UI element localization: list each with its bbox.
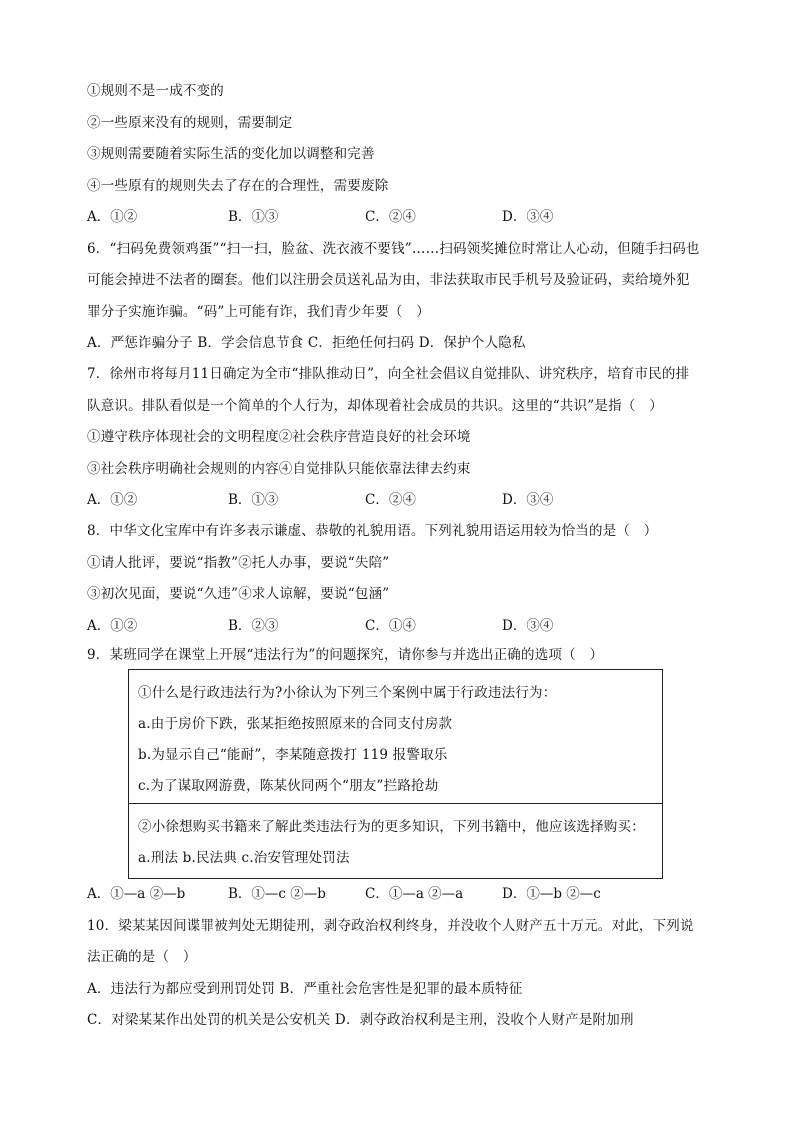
q10-stem-line-2: 法正确的是（ ） <box>87 949 197 965</box>
q8-item-line-1: ①请人批评，要说“指教”②托人办事，要说“失陪” <box>87 555 390 571</box>
q9-box-case-a: a.由于房价下跌，张某拒绝按照原来的合同支付房款 <box>138 716 453 732</box>
q7-item-line-2: ③社会秩序明确社会规则的内容④自觉排队只能依靠法律去约束 <box>87 461 471 477</box>
q7-option-b[interactable]: B．①③ <box>228 492 279 508</box>
q6-stem-line-2: 可能会掉进不法者的圈套。他们以注册会员送礼品为由，非法获取市民手机号及验证码，卖给境外犯 <box>87 272 690 288</box>
q8-option-d[interactable]: D．③④ <box>502 618 554 634</box>
q7-item-line-1: ①遵守秩序体现社会的文明程度②社会秩序营造良好的社会环境 <box>87 429 471 445</box>
q5-option-b[interactable]: B．①③ <box>228 209 279 225</box>
q9-option-a[interactable]: A．①—a ②—b <box>87 886 186 902</box>
q9-option-d[interactable]: D．①—b ②—c <box>502 886 601 902</box>
q8-option-a[interactable]: A．①② <box>87 618 138 634</box>
q7-option-c[interactable]: C．②④ <box>365 492 416 508</box>
q8-item-line-2: ③初次见面，要说“久违”④求人谅解，要说“包涵” <box>87 586 390 602</box>
q5-item-1: ①规则不是一成不变的 <box>87 83 224 99</box>
q9-box-case-c: c.为了谋取网游费，陈某伙同两个“朋友”拦路抢劫 <box>138 778 439 794</box>
q7-stem-line-2: 队意识。排队看似是一个简单的个人行为，却体现着社会成员的共识。这里的“共识”是指（ ） <box>87 398 663 414</box>
q6-stem-line-3: 罪分子实施诈骗。“码”上可能有诈，我们青少年要（ ） <box>87 304 431 320</box>
q9-box-case-b: b.为显示自己“能耐”，李某随意拨打 119 报警取乐 <box>138 747 448 763</box>
q9-box-question-1: ①什么是行政违法行为?小徐认为下列三个案例中属于行政违法行为： <box>138 685 557 701</box>
q8-option-c[interactable]: C．①④ <box>365 618 416 634</box>
q10-stem-line-1: 10．梁某某因间谍罪被判处无期徒刑，剥夺政治权利终身，并没收个人财产五十万元。对此，下列说 <box>87 918 694 934</box>
q7-option-d[interactable]: D．③④ <box>502 492 554 508</box>
q10-options-ab[interactable]: A．违法行为都应受到刑罚处罚 B．严重社会危害性是犯罪的最本质特征 <box>87 981 523 997</box>
q8-option-b[interactable]: B．②③ <box>228 618 279 634</box>
q9-box-divider <box>129 803 662 804</box>
q9-option-c[interactable]: C．①—a ②—a <box>365 886 464 902</box>
q6-stem-line-1: 6．“扫码免费领鸡蛋”“扫一扫，脸盆、洗衣液不要钱”……扫码领奖摊位时常让人心动，但随手扫码也 <box>87 241 700 257</box>
q7-option-a[interactable]: A．①② <box>87 492 138 508</box>
q9-box-books: a.刑法 b.民法典 c.治安管理处罚法 <box>138 850 350 866</box>
q5-item-2: ②一些原来没有的规则，需要制定 <box>87 115 293 131</box>
q5-option-d[interactable]: D．③④ <box>502 209 554 225</box>
q5-item-3: ③规则需要随着实际生活的变化加以调整和完善 <box>87 146 375 162</box>
q9-stem: 9．某班同学在课堂上开展“违法行为”的问题探究，请你参与并选出正确的选项（ ） <box>87 647 604 663</box>
q9-case-box <box>128 669 663 879</box>
q8-stem: 8．中华文化宝库中有许多表示谦虚、恭敬的礼貌用语。下列礼貌用语运用较为恰当的是（ ） <box>87 523 658 539</box>
q5-option-a[interactable]: A．①② <box>87 209 138 225</box>
q7-stem-line-1: 7．徐州市将每月11日确定为全市“排队推动日”，向全社会倡议自觉排队、讲究秩序，培育市民的排 <box>87 366 690 382</box>
q5-item-4: ④一些原有的规则失去了存在的合理性，需要废除 <box>87 178 389 194</box>
q9-box-question-2: ②小徐想购买书籍来了解此类违法行为的更多知识，下列书籍中，他应该选择购买： <box>138 819 645 835</box>
q6-options[interactable]: A．严惩诈骗分子 B．学会信息节食 C．拒绝任何扫码 D．保护个人隐私 <box>87 335 526 351</box>
q9-option-b[interactable]: B．①—c ②—b <box>228 886 326 902</box>
q5-option-c[interactable]: C．②④ <box>365 209 416 225</box>
q10-options-cd[interactable]: C．对梁某某作出处罚的机关是公安机关 D．剥夺政治权利是主刑，没收个人财产是附加刑 <box>87 1012 634 1028</box>
